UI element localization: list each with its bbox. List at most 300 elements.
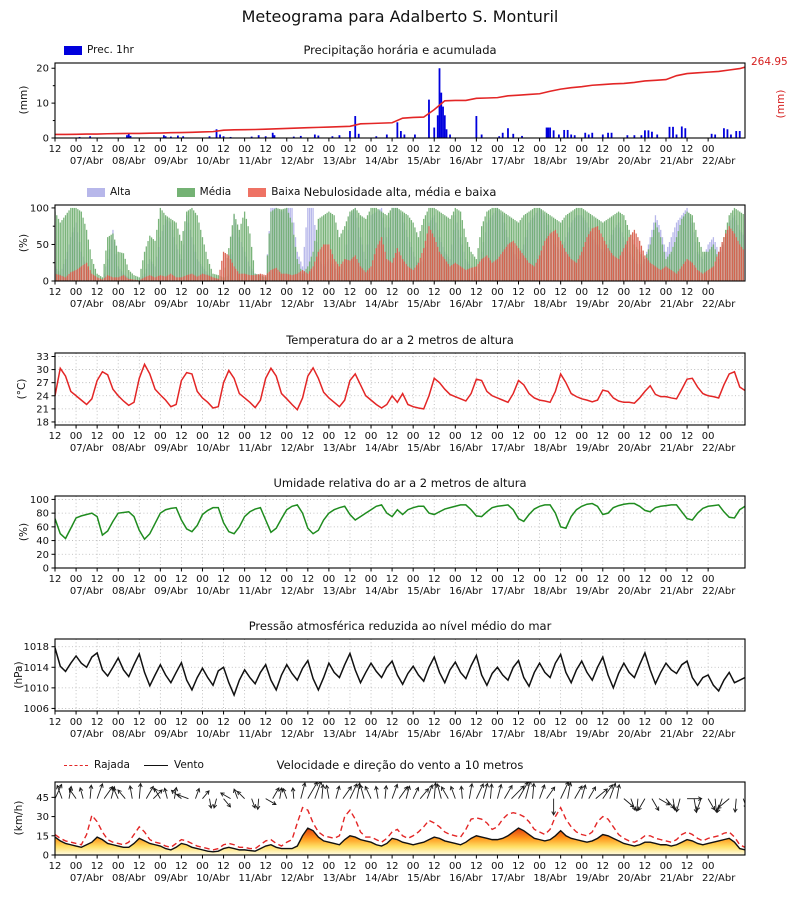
svg-text:12: 12 [48,287,62,298]
svg-text:12: 12 [343,431,357,442]
svg-text:00: 00 [448,287,462,298]
svg-text:80: 80 [36,508,49,520]
svg-text:08/Abr: 08/Abr [112,586,146,597]
svg-text:10/Abr: 10/Abr [196,443,230,454]
svg-text:17/Abr: 17/Abr [491,586,525,597]
svg-text:00: 00 [448,144,462,155]
svg-text:00: 00 [406,144,420,155]
legend-precipitation [64,44,134,56]
svg-text:00: 00 [196,144,209,155]
svg-text:12: 12 [301,717,315,728]
svg-text:13/Abr: 13/Abr [322,156,357,167]
svg-text:12: 12 [554,574,568,585]
svg-text:16/Abr: 16/Abr [449,443,483,454]
svg-text:12: 12 [596,431,610,442]
svg-text:08/Abr: 08/Abr [112,729,146,740]
svg-text:00: 00 [617,574,631,585]
svg-text:12: 12 [48,717,62,728]
svg-text:13/Abr: 13/Abr [322,873,357,884]
svg-text:00: 00 [575,861,589,872]
svg-text:00: 00 [238,287,251,298]
wind-series [55,781,747,855]
svg-text:17/Abr: 17/Abr [491,156,525,167]
svg-text:20/Abr: 20/Abr [617,729,652,740]
svg-text:18/Abr: 18/Abr [533,729,567,740]
svg-text:12: 12 [175,574,188,585]
svg-text:00: 00 [69,717,83,728]
svg-text:12/Abr: 12/Abr [280,156,314,167]
svg-text:00: 00 [238,574,251,585]
legend-item-baixa [248,186,300,198]
legend-item-prec1hr [64,44,134,56]
svg-text:00: 00 [280,861,294,872]
svg-text:16/Abr: 16/Abr [449,873,483,884]
svg-text:00: 00 [69,574,83,585]
svg-text:00: 00 [491,431,504,442]
svg-text:00: 00 [617,861,631,872]
svg-text:12: 12 [680,287,694,298]
svg-text:20/Abr: 20/Abr [617,873,652,884]
svg-text:12: 12 [132,144,146,155]
svg-text:14/Abr: 14/Abr [364,299,399,310]
svg-text:00: 00 [701,717,715,728]
svg-text:00: 00 [364,717,378,728]
svg-text:13/Abr: 13/Abr [322,586,357,597]
svg-text:20/Abr: 20/Abr [617,156,652,167]
vento-line-swatch [144,765,168,766]
svg-text:13/Abr: 13/Abr [322,299,357,310]
svg-text:12: 12 [217,717,230,728]
svg-text:00: 00 [322,861,336,872]
svg-text:18/Abr: 18/Abr [533,873,567,884]
svg-text:12: 12 [512,287,525,298]
panel-title-humidity: Umidade relativa do ar a 2 metros de altura [273,476,527,490]
svg-text:07/Abr: 07/Abr [69,443,104,454]
svg-text:12: 12 [427,861,441,872]
svg-text:19/Abr: 19/Abr [575,873,609,884]
panel-title-cloudiness: Nebulosidade alta, média e baixa [303,185,497,199]
svg-text:08/Abr: 08/Abr [112,299,146,310]
svg-text:12: 12 [301,431,315,442]
svg-text:12: 12 [385,431,399,442]
alta-label: Alta [110,186,131,198]
ylabel-cloudiness: (%) [18,233,30,253]
svg-text:00: 00 [575,431,589,442]
svg-text:12: 12 [132,287,146,298]
svg-text:100: 100 [29,203,49,215]
svg-text:12/Abr: 12/Abr [280,873,314,884]
ylabel-wind: (km/h) [13,800,25,836]
svg-text:00: 00 [322,574,336,585]
svg-text:00: 00 [617,717,631,728]
svg-text:12: 12 [638,861,652,872]
svg-text:09/Abr: 09/Abr [154,586,188,597]
plot-cloudiness [30,203,745,310]
svg-text:20/Abr: 20/Abr [617,586,652,597]
pressure-series [55,648,745,695]
svg-text:00: 00 [448,574,462,585]
svg-text:12: 12 [48,861,62,872]
svg-text:12: 12 [427,431,441,442]
svg-text:0: 0 [42,133,49,145]
svg-text:00: 00 [196,574,209,585]
svg-text:00: 00 [533,431,546,442]
svg-text:12: 12 [512,144,525,155]
cloudiness-series [54,208,744,281]
svg-text:12: 12 [343,144,357,155]
svg-text:00: 00 [701,574,715,585]
svg-text:09/Abr: 09/Abr [154,873,188,884]
svg-text:12: 12 [175,144,188,155]
svg-text:00: 00 [406,431,420,442]
svg-text:20/Abr: 20/Abr [617,299,652,310]
svg-text:08/Abr: 08/Abr [112,156,146,167]
svg-text:12: 12 [512,861,525,872]
svg-text:00: 00 [322,287,336,298]
svg-text:00: 00 [153,144,167,155]
svg-text:22/Abr: 22/Abr [701,873,736,884]
svg-text:15/Abr: 15/Abr [406,443,441,454]
svg-text:12: 12 [470,287,483,298]
svg-text:10/Abr: 10/Abr [196,586,230,597]
plot-pressure [24,639,745,740]
svg-text:00: 00 [111,574,125,585]
svg-text:00: 00 [69,861,83,872]
svg-text:12: 12 [427,144,441,155]
svg-text:09/Abr: 09/Abr [154,156,188,167]
plot-wind [36,781,747,884]
svg-text:12: 12 [343,287,357,298]
svg-text:12: 12 [132,717,146,728]
svg-text:12: 12 [217,431,230,442]
svg-text:60: 60 [36,522,49,534]
svg-text:1010: 1010 [23,683,49,695]
ylabel-precipitation: (mm) [18,85,30,115]
svg-text:00: 00 [280,574,294,585]
svg-text:12: 12 [385,287,399,298]
svg-text:12: 12 [554,144,568,155]
svg-text:12: 12 [680,861,694,872]
svg-text:00: 00 [448,717,462,728]
svg-text:30: 30 [36,812,49,824]
svg-text:12: 12 [48,144,62,155]
svg-text:18/Abr: 18/Abr [533,156,567,167]
svg-text:16/Abr: 16/Abr [449,586,483,597]
svg-text:12: 12 [259,431,273,442]
svg-text:14/Abr: 14/Abr [364,156,399,167]
svg-text:22/Abr: 22/Abr [701,443,736,454]
svg-text:21/Abr: 21/Abr [659,873,694,884]
svg-text:00: 00 [364,861,378,872]
svg-text:00: 00 [322,144,336,155]
svg-text:17/Abr: 17/Abr [491,729,525,740]
svg-text:12: 12 [259,861,273,872]
svg-text:12/Abr: 12/Abr [280,299,314,310]
svg-text:12: 12 [596,574,610,585]
svg-text:00: 00 [153,861,167,872]
svg-text:1014: 1014 [23,662,49,674]
svg-text:00: 00 [701,144,715,155]
svg-text:27: 27 [36,378,49,390]
svg-text:15/Abr: 15/Abr [406,586,441,597]
svg-text:00: 00 [111,717,125,728]
svg-text:12: 12 [427,574,441,585]
svg-text:12: 12 [638,717,652,728]
svg-text:00: 00 [196,717,209,728]
svg-text:12: 12 [90,717,104,728]
svg-text:00: 00 [575,717,589,728]
svg-text:45: 45 [36,792,49,804]
svg-text:0: 0 [42,563,49,575]
svg-text:15/Abr: 15/Abr [406,299,441,310]
svg-text:11/Abr: 11/Abr [238,729,272,740]
svg-text:00: 00 [280,144,294,155]
svg-text:19/Abr: 19/Abr [575,156,609,167]
svg-text:12: 12 [427,287,441,298]
prec-1hr-label: Prec. 1hr [87,44,134,56]
svg-text:12: 12 [90,144,104,155]
svg-text:12: 12 [175,431,188,442]
svg-text:18: 18 [36,417,49,429]
svg-text:09/Abr: 09/Abr [154,299,188,310]
baixa-swatch [248,188,266,197]
panel-title-pressure: Pressão atmosférica reduzida ao nível médio do mar [248,619,552,633]
baixa-label: Baixa [271,186,301,198]
svg-text:07/Abr: 07/Abr [69,299,104,310]
svg-text:00: 00 [406,574,420,585]
svg-text:12: 12 [470,431,483,442]
svg-text:12: 12 [90,431,104,442]
svg-text:00: 00 [491,144,504,155]
svg-text:12: 12 [48,431,62,442]
svg-text:12: 12 [512,717,525,728]
svg-text:12: 12 [385,574,399,585]
svg-text:12: 12 [90,574,104,585]
vento-label: Vento [173,759,204,771]
svg-text:00: 00 [659,861,673,872]
svg-text:16/Abr: 16/Abr [449,299,483,310]
svg-text:00: 00 [238,861,251,872]
svg-text:00: 00 [448,861,462,872]
svg-text:12: 12 [301,144,315,155]
svg-text:100: 100 [29,494,49,506]
svg-text:10/Abr: 10/Abr [196,299,230,310]
svg-text:00: 00 [111,431,125,442]
alta-swatch [87,188,105,197]
svg-text:11/Abr: 11/Abr [238,156,272,167]
svg-text:00: 00 [196,287,209,298]
media-label: Média [199,186,232,198]
svg-text:13/Abr: 13/Abr [322,729,357,740]
svg-text:00: 00 [659,717,673,728]
svg-text:24: 24 [36,391,49,403]
plot-temperature [36,352,745,454]
svg-text:00: 00 [575,287,589,298]
svg-text:12: 12 [596,861,610,872]
svg-text:12: 12 [175,717,188,728]
svg-text:00: 00 [196,431,209,442]
svg-text:00: 00 [280,431,294,442]
svg-text:07/Abr: 07/Abr [69,156,104,167]
svg-text:16/Abr: 16/Abr [449,729,483,740]
legend-cloudiness [87,186,300,198]
svg-text:33: 33 [36,351,49,363]
svg-text:00: 00 [617,287,631,298]
svg-text:14/Abr: 14/Abr [364,586,399,597]
svg-text:17/Abr: 17/Abr [491,443,525,454]
svg-text:21/Abr: 21/Abr [659,299,694,310]
svg-text:17/Abr: 17/Abr [491,873,525,884]
ylabel-temperature: (°C) [16,378,28,400]
svg-text:00: 00 [69,431,83,442]
svg-text:12: 12 [132,861,146,872]
svg-text:12: 12 [385,717,399,728]
svg-text:1006: 1006 [23,703,49,715]
prec-1hr-swatch [64,46,82,55]
svg-text:30: 30 [36,365,49,377]
svg-text:18/Abr: 18/Abr [533,443,567,454]
svg-text:09/Abr: 09/Abr [154,443,188,454]
svg-text:1018: 1018 [23,642,49,654]
svg-text:00: 00 [533,717,546,728]
svg-text:12: 12 [175,287,188,298]
svg-text:21/Abr: 21/Abr [659,729,694,740]
svg-text:00: 00 [364,144,378,155]
svg-text:12: 12 [596,287,610,298]
svg-text:12: 12 [217,574,230,585]
svg-text:12: 12 [427,717,441,728]
svg-text:08/Abr: 08/Abr [112,873,146,884]
svg-text:00: 00 [701,287,715,298]
humidity-series [55,504,745,540]
legend-item-vento [144,759,204,771]
ylabel-pressure: (hPa) [13,661,25,689]
svg-text:12: 12 [512,431,525,442]
svg-text:12: 12 [259,287,273,298]
svg-text:00: 00 [280,287,294,298]
svg-text:12/Abr: 12/Abr [280,729,314,740]
svg-text:14/Abr: 14/Abr [364,443,399,454]
svg-text:15/Abr: 15/Abr [406,156,441,167]
ylabel-humidity: (%) [18,522,30,542]
rajada-label: Rajada [94,759,130,771]
svg-text:22/Abr: 22/Abr [701,156,736,167]
svg-text:00: 00 [575,144,589,155]
svg-text:22/Abr: 22/Abr [701,299,736,310]
svg-text:12: 12 [470,574,483,585]
svg-text:00: 00 [533,144,546,155]
svg-text:15/Abr: 15/Abr [406,873,441,884]
svg-text:00: 00 [69,144,83,155]
svg-text:00: 00 [238,144,251,155]
svg-text:12: 12 [259,717,273,728]
svg-text:12: 12 [680,717,694,728]
svg-text:18/Abr: 18/Abr [533,586,567,597]
svg-text:00: 00 [280,717,294,728]
svg-text:12: 12 [554,431,568,442]
svg-text:00: 00 [153,574,167,585]
svg-text:00: 00 [491,574,504,585]
svg-text:17/Abr: 17/Abr [491,299,525,310]
svg-text:00: 00 [448,431,462,442]
svg-text:07/Abr: 07/Abr [69,873,104,884]
svg-text:00: 00 [701,431,715,442]
svg-text:00: 00 [491,287,504,298]
svg-text:12: 12 [680,574,694,585]
svg-text:12: 12 [343,717,357,728]
svg-text:10/Abr: 10/Abr [196,873,230,884]
svg-text:40: 40 [36,536,49,548]
temperature-series [55,364,745,409]
svg-text:11/Abr: 11/Abr [238,586,272,597]
svg-text:00: 00 [111,287,125,298]
svg-text:00: 00 [533,287,546,298]
svg-text:12: 12 [470,861,483,872]
svg-text:10/Abr: 10/Abr [196,156,230,167]
svg-text:21: 21 [36,404,49,416]
svg-text:12: 12 [638,144,652,155]
svg-text:12: 12 [90,287,104,298]
svg-text:22/Abr: 22/Abr [701,729,736,740]
svg-text:19/Abr: 19/Abr [575,299,609,310]
svg-text:13/Abr: 13/Abr [322,443,357,454]
accumulated-total-label: 264.95 [751,56,788,68]
svg-text:12: 12 [596,144,610,155]
svg-text:19/Abr: 19/Abr [575,443,609,454]
svg-text:00: 00 [322,431,336,442]
svg-text:00: 00 [364,287,378,298]
svg-text:00: 00 [322,717,336,728]
svg-text:0: 0 [42,276,49,288]
svg-text:10/Abr: 10/Abr [196,729,230,740]
svg-text:00: 00 [533,861,546,872]
svg-text:00: 00 [575,574,589,585]
svg-text:12: 12 [385,861,399,872]
svg-text:00: 00 [617,431,631,442]
svg-text:12: 12 [217,287,230,298]
svg-text:12: 12 [48,574,62,585]
svg-text:00: 00 [153,287,167,298]
svg-text:50: 50 [36,239,49,251]
page-title: Meteograma para Adalberto S. Monturil [241,7,559,26]
svg-text:19/Abr: 19/Abr [575,729,609,740]
svg-text:12: 12 [259,574,273,585]
svg-text:00: 00 [491,861,504,872]
svg-text:12: 12 [217,144,230,155]
svg-text:00: 00 [364,574,378,585]
svg-text:00: 00 [701,861,715,872]
svg-text:00: 00 [153,717,167,728]
svg-text:16/Abr: 16/Abr [449,156,483,167]
svg-text:12: 12 [343,861,357,872]
svg-text:00: 00 [659,574,673,585]
svg-text:12: 12 [90,861,104,872]
panel-title-wind: Velocidade e direção do vento a 10 metros [276,758,524,772]
svg-text:12: 12 [343,574,357,585]
panel-title-precipitation: Precipitação horária e acumulada [303,43,497,57]
svg-text:07/Abr: 07/Abr [69,586,104,597]
svg-text:07/Abr: 07/Abr [69,729,104,740]
svg-text:12: 12 [554,717,568,728]
svg-text:00: 00 [617,144,631,155]
svg-text:19/Abr: 19/Abr [575,586,609,597]
svg-text:00: 00 [364,431,378,442]
svg-text:12: 12 [470,144,483,155]
ylabel-right-accumulated: (mm) [775,89,787,119]
svg-text:22/Abr: 22/Abr [701,586,736,597]
svg-text:12: 12 [385,144,399,155]
svg-text:12: 12 [132,574,146,585]
